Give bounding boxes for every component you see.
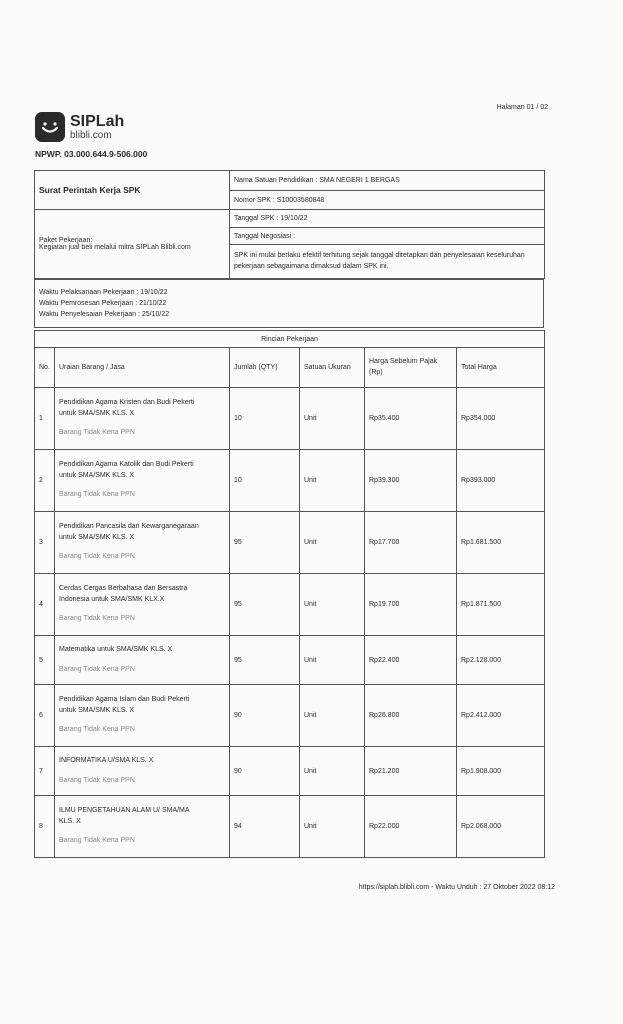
smile-bag-icon [35, 112, 65, 142]
waktu-penyelesaian: Waktu Penyelesaian Pekerjaan : 25/10/22 [39, 311, 170, 319]
item-line2: untuk SMA/SMK KLS. X [59, 533, 135, 541]
item-price: Rp21.200 [365, 747, 457, 796]
item-total: Rp1.908.000 [457, 747, 545, 796]
item-line2: untuk SMA/SMK KLS. X [59, 409, 135, 417]
item-total: Rp2.068.000 [457, 796, 545, 858]
rincian-table [34, 330, 545, 858]
item-unit: Unit [300, 388, 365, 450]
item-line2: Indonesia untuk SMA/SMK KLX.X [59, 595, 165, 603]
tanggal-negosiasi: Tanggal Negosiasi : [230, 228, 545, 245]
item-unit: Unit [300, 796, 365, 858]
item-price: Rp26.800 [365, 685, 457, 747]
item-line1: Pendidikan Agama Kristen dan Budi Pekerti [59, 399, 195, 407]
table-row [35, 685, 545, 747]
item-total: Rp393.000 [457, 450, 545, 512]
item-total: Rp1.681.500 [457, 512, 545, 574]
item-no: 1 [35, 388, 55, 450]
item-uraian [55, 685, 230, 747]
paket-label: Paket Pekerjaan: [39, 237, 93, 244]
item-tax: Barang Tidak Kena PPN [59, 726, 135, 734]
item-total: Rp2.128.000 [457, 636, 545, 685]
item-no: 3 [35, 512, 55, 574]
item-no: 2 [35, 450, 55, 512]
page-number: Halaman 01 / 02 [496, 104, 548, 111]
column-header-uraian: Uraian Barang / Jasa [55, 348, 230, 388]
item-no: 7 [35, 747, 55, 796]
item-price: Rp17.700 [365, 512, 457, 574]
spk-header-table [34, 170, 545, 279]
item-price: Rp19.700 [365, 574, 457, 636]
item-unit: Unit [300, 636, 365, 685]
table-row [35, 388, 545, 450]
item-price: Rp22.400 [365, 636, 457, 685]
item-qty: 95 [230, 574, 300, 636]
item-qty: 95 [230, 636, 300, 685]
tanggal-spk: Tanggal SPK : 19/10/22 [230, 210, 545, 228]
item-no: 8 [35, 796, 55, 858]
nomor-spk: Nomor SPK : S10003580848 [230, 191, 545, 210]
waktu-cell [35, 280, 544, 328]
item-price: Rp35.400 [365, 388, 457, 450]
item-tax: Barang Tidak Kena PPN [59, 837, 135, 845]
table-row [35, 574, 545, 636]
spk-note: SPK ini mulai berlaku efektif terhitung sejak tanggal ditetapkan dan penyelesaian keseluruhan pekerjaan sebagaimana dimaksud dalam SPK ini. [230, 245, 545, 279]
item-uraian [55, 450, 230, 512]
logo-subtitle: blibli.com [70, 129, 112, 141]
item-price: Rp22.000 [365, 796, 457, 858]
table-row [35, 796, 545, 858]
logo-title: SIPLah [70, 112, 125, 130]
logo [35, 112, 124, 142]
item-unit: Unit [300, 574, 365, 636]
table-row [35, 747, 545, 796]
item-uraian [55, 512, 230, 574]
item-total: Rp354.000 [457, 388, 545, 450]
item-line2: untuk SMA/SMK KLS. X [59, 706, 135, 714]
npwp: NPWP. 03.000.644.9-506.000 [35, 149, 148, 159]
item-qty: 10 [230, 450, 300, 512]
item-tax: Barang Tidak Kena PPN [59, 553, 135, 561]
item-line1: Pendidikan Agama Katolik dan Budi Pekerti [59, 461, 194, 469]
item-no: 6 [35, 685, 55, 747]
item-qty: 95 [230, 512, 300, 574]
item-uraian [55, 636, 230, 685]
item-line2: untuk SMA/SMK KLS. X [59, 471, 135, 479]
item-unit: Unit [300, 685, 365, 747]
waktu-table [34, 279, 544, 328]
item-price: Rp39.300 [365, 450, 457, 512]
waktu-pelaksanaan: Waktu Pelaksanaan Pekerjaan : 19/10/22 [39, 288, 168, 296]
item-uraian [55, 747, 230, 796]
item-tax: Barang Tidak Kena PPN [59, 429, 135, 437]
footer: https://siplah.blibli.com - Waktu Unduh : 27 Oktober 2022 08:12 [358, 884, 555, 891]
document-title: Surat Perintah Kerja SPK [35, 171, 230, 210]
item-total: Rp2.412.000 [457, 685, 545, 747]
paket-value: Kegiatan jual beli melalui mitra SIPLah Blibli.com [39, 244, 191, 251]
item-line1: ILMU PENGETAHUAN ALAM U/ SMA/MA [59, 807, 190, 815]
item-unit: Unit [300, 512, 365, 574]
rincian-title: Rincian Pekerjaan [35, 331, 545, 348]
column-header-harga: Harga Sebelum Pajak (Rp) [365, 348, 457, 388]
table-row [35, 636, 545, 685]
waktu-pemrosesan: Waktu Pemrosesan Pekerjaan : 21/10/22 [39, 299, 167, 307]
column-header-satuan: Satuan Ukuran [300, 348, 365, 388]
column-header-total: Total Harga [457, 348, 545, 388]
item-qty: 94 [230, 796, 300, 858]
item-tax: Barang Tidak Kena PPN [59, 776, 135, 784]
table-row [35, 450, 545, 512]
paket-pekerjaan [35, 210, 230, 279]
item-no: 4 [35, 574, 55, 636]
item-line1: Pendidikan Pancasila dan Kewarganegaraan [59, 523, 199, 531]
item-line1: INFORMATIKA U/SMA KLS. X [59, 757, 154, 764]
item-line1: Pendidikan Agama Islam dan Budi Pekerti [59, 696, 190, 704]
column-header-no: No. [35, 348, 55, 388]
item-qty: 90 [230, 747, 300, 796]
item-tax: Barang Tidak Kena PPN [59, 665, 135, 673]
item-tax: Barang Tidak Kena PPN [59, 615, 135, 623]
item-unit: Unit [300, 747, 365, 796]
table-row [35, 512, 545, 574]
satuan-pendidikan: Nama Satuan Pendidikan : SMA NEGERI 1 BERGAS [230, 171, 545, 191]
item-no: 5 [35, 636, 55, 685]
item-qty: 10 [230, 388, 300, 450]
item-unit: Unit [300, 450, 365, 512]
item-uraian [55, 796, 230, 858]
item-qty: 90 [230, 685, 300, 747]
item-tax: Barang Tidak Kena PPN [59, 491, 135, 499]
item-uraian [55, 388, 230, 450]
item-line1: Cerdas Cergas Berbahasa dan Bersastra [59, 585, 188, 593]
item-line2: KLS. X [59, 817, 81, 825]
column-header-jumlah: Jumlah (QTY) [230, 348, 300, 388]
item-line1: Matematika untuk SMA/SMK KLS. X [59, 646, 173, 653]
item-uraian [55, 574, 230, 636]
item-total: Rp1.871.500 [457, 574, 545, 636]
